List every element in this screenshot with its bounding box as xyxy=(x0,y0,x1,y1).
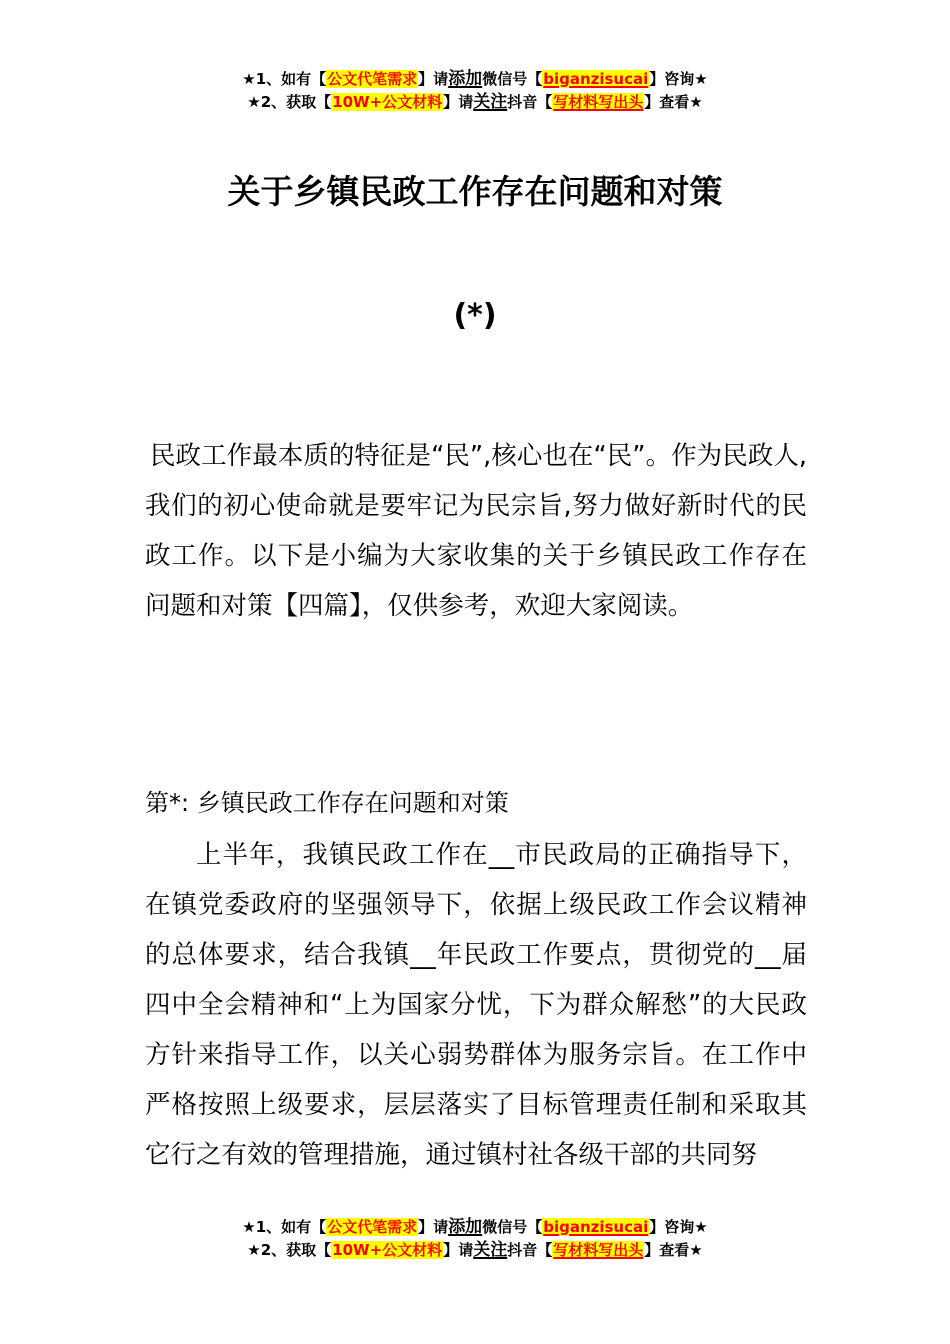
footer-service-highlight: 公文代笔需求 xyxy=(327,1218,418,1236)
footer-line-2-prefix: ★2、获取【 xyxy=(247,1241,332,1259)
service-highlight: 公文代笔需求 xyxy=(327,70,418,88)
footer-line-1 xyxy=(0,1216,950,1239)
footer-follow-emphasis: 关注 xyxy=(473,1240,508,1260)
follow-emphasis: 关注 xyxy=(473,92,508,112)
header-banner xyxy=(0,68,950,114)
document-subtitle: (*) xyxy=(453,298,497,333)
banner-line-1 xyxy=(0,68,950,91)
footer-line-1-mid: 】请 xyxy=(418,1218,449,1236)
add-emphasis: 添加 xyxy=(448,69,483,89)
footer-line-1-prefix: ★1、如有【 xyxy=(242,1218,327,1236)
section-heading: 第*: 乡镇民政工作存在问题和对策 xyxy=(145,789,509,817)
section-body-paragraph: 上半年，我镇民政工作在__市民政局的正确指导下，在镇党委政府的坚强领导下，依据上级民政工作会议精神的总体要求，结合我镇__年民政工作要点，贯彻党的__届四中全会精神和“上为国家分忧，下为群众解愁”的大民政方针来指导工作，以关心弱势群体为服务宗旨。在工作中严格按照上级要求，层层落实了目标管理责任制和采取其它行之有效的管理措施，通过镇村社各级干部的共同努 xyxy=(145,840,807,1170)
banner-line-2-mid2: 抖音【 xyxy=(507,93,553,111)
banner-line-2-mid: 】请 xyxy=(443,93,474,111)
douyin-account-link[interactable]: 写材料写出头 xyxy=(553,93,644,111)
wechat-id-link[interactable]: biganzisucai xyxy=(543,70,649,88)
footer-douyin-account-link[interactable]: 写材料写出头 xyxy=(553,1241,644,1259)
banner-line-1-prefix: ★1、如有【 xyxy=(242,70,327,88)
footer-line-2-mid2: 抖音【 xyxy=(507,1241,553,1259)
banner-line-2-prefix: ★2、获取【 xyxy=(247,93,332,111)
banner-line-2 xyxy=(0,91,950,114)
intro-paragraph: 民政工作最本质的特征是“民”,核心也在“民”。作为民政人,我们的初心使命就是要牢记为民宗旨,努力做好新时代的民政工作。以下是小编为大家收集的关于乡镇民政工作存在问题和对策【四篇】，仅供参考，欢迎大家阅读。 xyxy=(145,441,807,621)
banner-line-1-mid2: 微信号【 xyxy=(482,70,543,88)
footer-line-1-mid2: 微信号【 xyxy=(482,1218,543,1236)
footer-line-2-mid: 】请 xyxy=(443,1241,474,1259)
document-title: 关于乡镇民政工作存在问题和对策 xyxy=(227,172,723,212)
footer-wechat-id-link[interactable]: biganzisucai xyxy=(543,1218,649,1236)
banner-line-2-suffix: 】查看★ xyxy=(644,93,703,111)
banner-line-1-suffix: 】咨询★ xyxy=(649,70,708,88)
footer-line-1-suffix: 】咨询★ xyxy=(649,1218,708,1236)
banner-line-1-mid: 】请 xyxy=(418,70,449,88)
footer-materials-highlight: 10W+公文材料 xyxy=(332,1241,443,1259)
footer-line-2 xyxy=(0,1239,950,1262)
footer-add-emphasis: 添加 xyxy=(448,1217,483,1237)
materials-highlight: 10W+公文材料 xyxy=(332,93,443,111)
footer-line-2-suffix: 】查看★ xyxy=(644,1241,703,1259)
footer-banner xyxy=(0,1216,950,1262)
